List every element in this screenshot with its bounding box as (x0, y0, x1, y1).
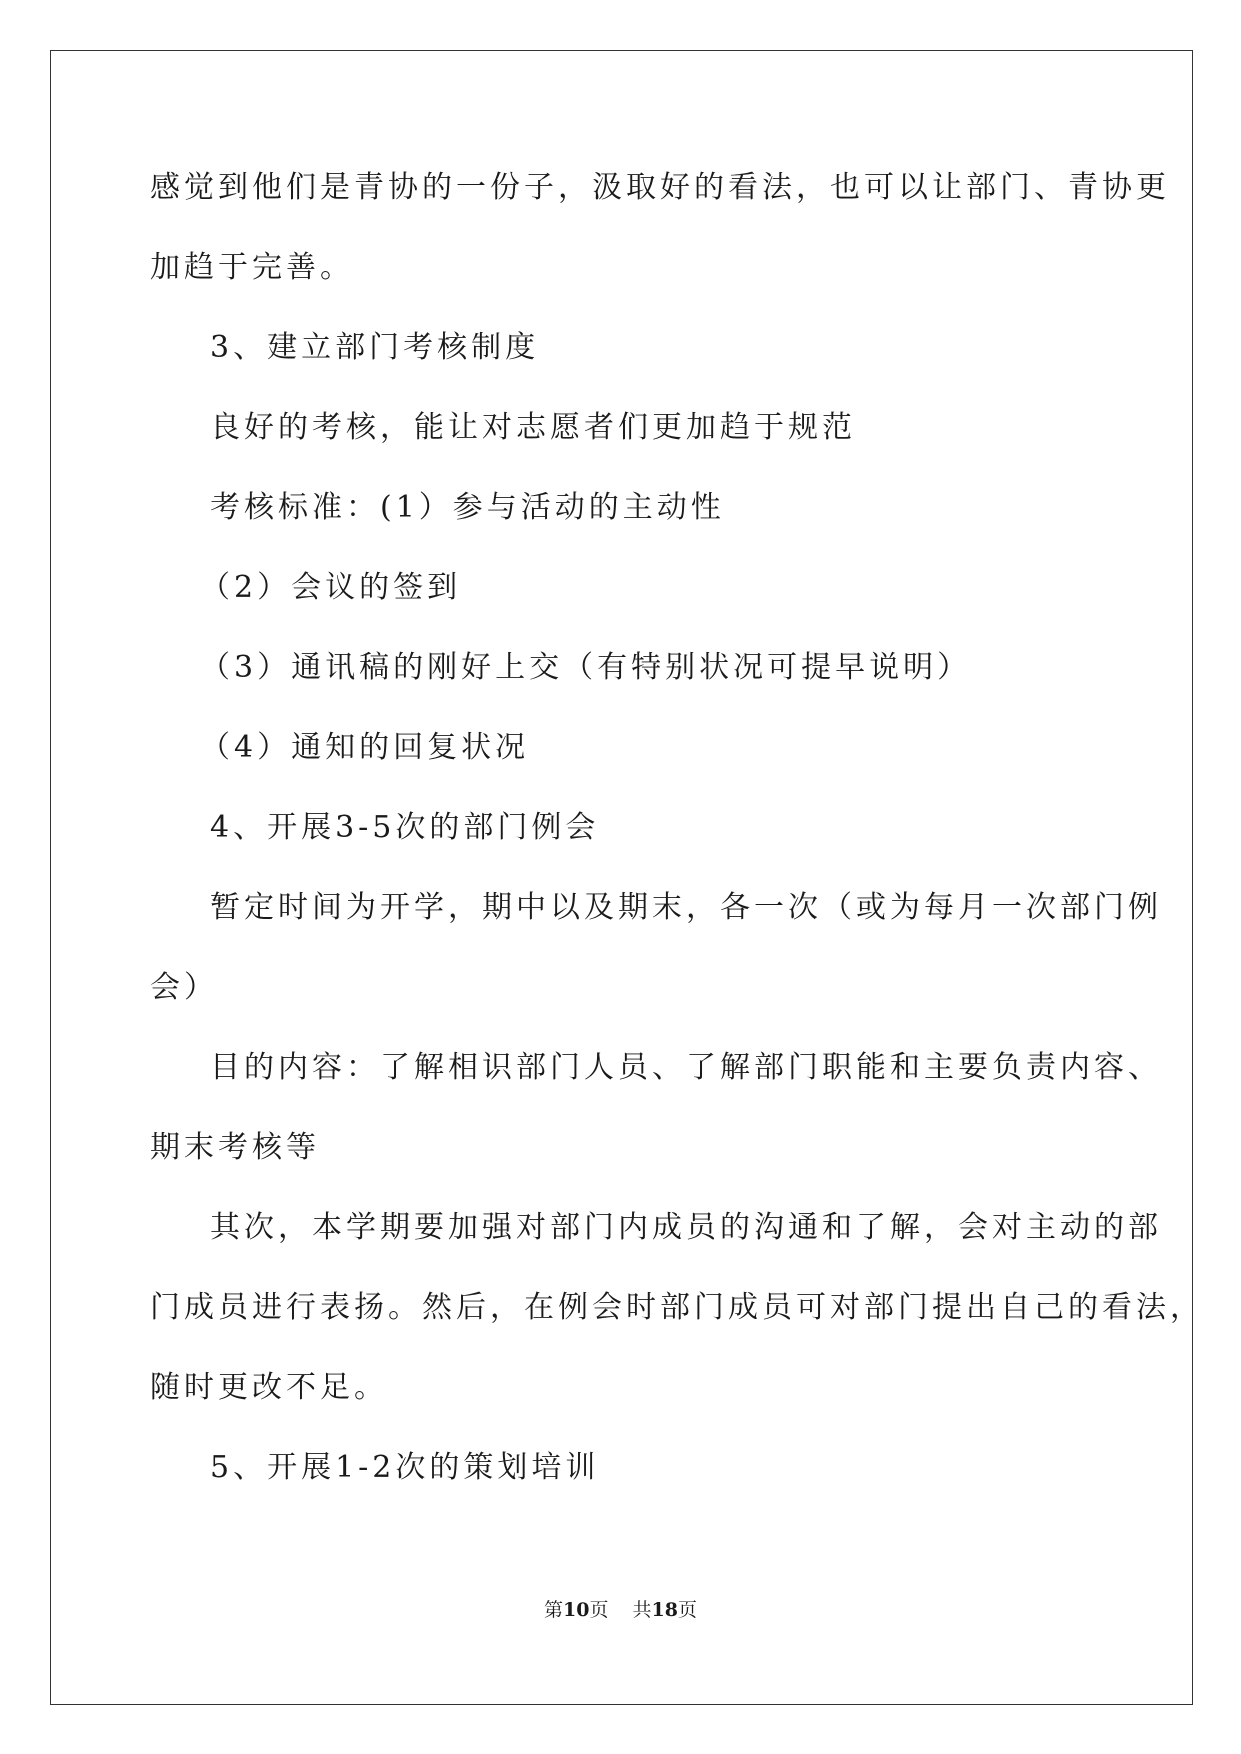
criteria-line-4: （4）通知的回复状况 (200, 730, 530, 765)
section-heading-5: 5、开展1-2次的策划培训 (210, 1450, 600, 1485)
body-line-13: 期末考核等 (150, 1130, 320, 1165)
page-label: 页 (589, 1599, 609, 1621)
page-number: 10 (563, 1599, 590, 1621)
criteria-line-1: 考核标准：(1）参与活动的主动性 (210, 490, 725, 525)
section-heading-3: 3、建立部门考核制度 (210, 330, 540, 365)
body-line-10: 暂定时间为开学，期中以及期末，各一次（或为每月一次部门例 (210, 890, 1162, 925)
total-label: 页 (677, 1599, 697, 1621)
body-line-15: 门成员进行表扬。然后，在例会时部门成员可对部门提出自己的看法， (150, 1290, 1204, 1325)
page-total: 18 (651, 1599, 678, 1621)
page-footer (0, 1596, 1241, 1624)
body-line-16: 随时更改不足。 (150, 1370, 388, 1405)
total-prefix: 共 (632, 1599, 652, 1621)
body-line-2: 加趋于完善。 (150, 250, 354, 285)
body-line-1: 感觉到他们是青协的一份子，汲取好的看法，也可以让部门、青协更 (150, 170, 1170, 205)
criteria-line-2: （2）会议的签到 (200, 570, 462, 605)
section-heading-4: 4、开展3-5次的部门例会 (210, 810, 600, 845)
body-line-11: 会） (150, 970, 218, 1005)
body-line-4: 良好的考核，能让对志愿者们更加趋于规范 (210, 410, 856, 445)
criteria-line-3: （3）通讯稿的刚好上交（有特别状况可提早说明） (200, 650, 972, 685)
page-prefix: 第 (544, 1599, 564, 1621)
body-line-14: 其次，本学期要加强对部门内成员的沟通和了解，会对主动的部 (210, 1210, 1162, 1245)
body-line-12: 目的内容：了解相识部门人员、了解部门职能和主要负责内容、 (210, 1050, 1162, 1085)
